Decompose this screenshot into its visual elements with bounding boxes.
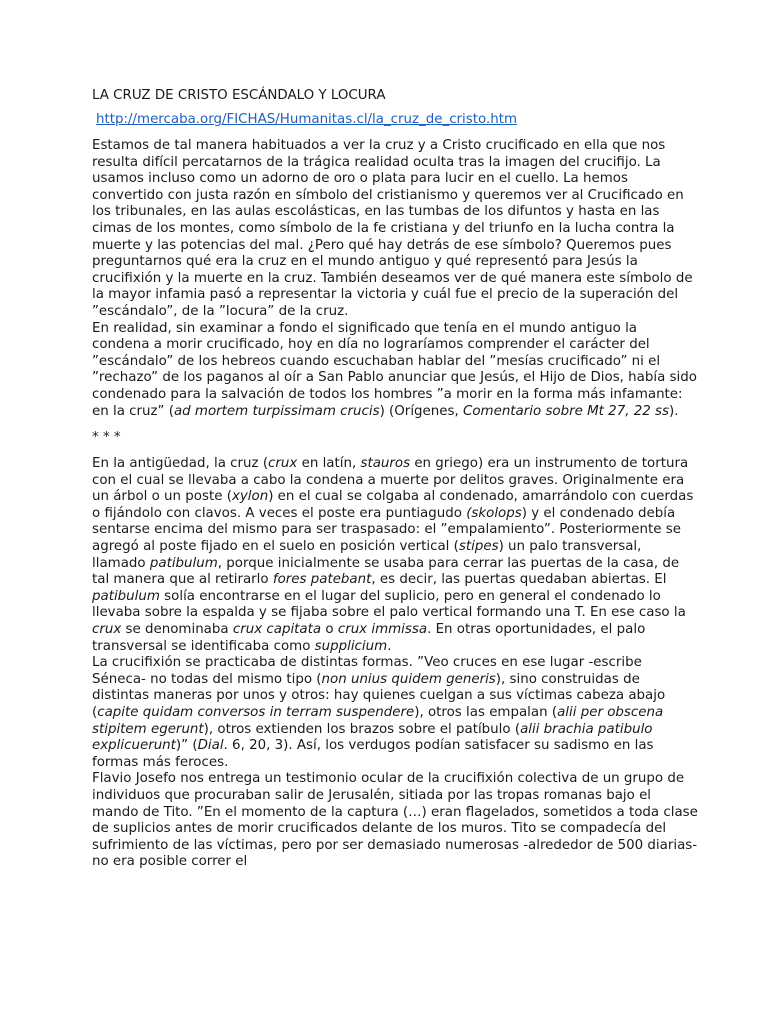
text-segment-2: en latín, bbox=[297, 456, 361, 472]
paragraph-intro bbox=[92, 138, 698, 321]
italic-term-23: supplicium bbox=[314, 638, 388, 654]
text-segment-10: . 6, 20, 3). Así, los verdugos podían satisfacer su sadismo en las formas más feroces. bbox=[92, 738, 654, 770]
paragraph-reality bbox=[92, 321, 698, 421]
text-segment-0: La crucifixión se practicaba de distintas formas. ”Veo cruces en ese lugar -escribe Séneca- no todas del mismo tipo ( bbox=[92, 655, 642, 687]
italic-term-5: xylon bbox=[231, 489, 269, 505]
paragraph-reality-end: ). bbox=[668, 403, 679, 419]
italic-term-3: capite quidam conversos in terram suspendere bbox=[97, 705, 415, 720]
source-link[interactable]: http://mercaba.org/FICHAS/Humanitas.cl/la_cruz_de_cristo.htm bbox=[96, 112, 518, 127]
paragraph-reality-cite: ) (Orígenes, bbox=[379, 403, 463, 419]
section-separator: * * * bbox=[92, 430, 121, 446]
paragraph-forms bbox=[92, 655, 698, 771]
italic-term-17: crux bbox=[92, 622, 122, 638]
text-segment-12: , porque inicialmente se usaba para cerrar las puertas de la casa, de tal manera que al retirarlo bbox=[92, 555, 680, 588]
text-segment-8: )” ( bbox=[175, 738, 198, 754]
text-segment-2: ), sino construidas de distintas maneras por unos y otros: hay quienes cuelgan a sus víctimas cabeza abajo ( bbox=[92, 671, 666, 720]
paragraph-antiquity bbox=[92, 456, 698, 655]
text-segment-4: en griego) era un instrumento de tortura con el cual se llevaba a cabo la condena a muerte por delitos graves. Originalmente era un árbol o un poste ( bbox=[92, 456, 689, 505]
italic-term-21: crux immissa bbox=[337, 622, 428, 638]
citation-title: Comentario sobre Mt 27, 22 ss bbox=[463, 403, 669, 419]
italic-term-13: fores patebant bbox=[272, 572, 372, 588]
latin-quote: ad mortem turpissimam crucis bbox=[173, 403, 380, 419]
italic-term-19: crux capitata bbox=[232, 622, 322, 638]
text-segment-0: En la antigüedad, la cruz ( bbox=[92, 456, 269, 472]
italic-term-15: patibulum bbox=[92, 588, 160, 604]
paragraph-josefo-text: Flavio Josefo nos entrega un testimonio ocular de la crucifixión colectiva de un grupo de individuos que procuraban salir de Jerusalén, sitiada por las tropas romanas bajo el mando de Tito. ”En el momento de la captura (…) eran flagelados, sometidos a toda clase de suplicios antes de morir crucificados delante de los muros. Tito se compadecía del sufrimiento de las víctimas, pero por ser demasiado numerosas -alrededor de 500 diarias- no era posible correr el bbox=[92, 771, 698, 870]
text-segment-6: ), otros extienden los brazos sobre el patíbulo ( bbox=[203, 721, 521, 737]
text-segment-14: , es decir, las puertas quedaban abiertas. El bbox=[371, 572, 667, 588]
text-segment-20: o bbox=[321, 622, 338, 638]
paragraph-reality-text: En realidad, sin examinar a fondo el significado que tenía en el mundo antiguo la condena a morir crucificado, hoy en día no lograríamos comprender el carácter del ”escándalo” de los hebreos cuando escuchaban hablar del ”mesías crucificado” ni el ”rechazo” de los paganos al oír a San Pablo anunciar que Jesús, el Hijo de Dios, había sido condenado para la salvación de todos los hombres ”a morir en la forma más infamante: en la cruz” ( bbox=[92, 320, 697, 419]
italic-term-1: crux bbox=[268, 456, 298, 472]
italic-term-5: alii per obscena stipitem egerunt bbox=[92, 705, 664, 737]
paragraph-intro-text: Estamos de tal manera habituados a ver la cruz y a Cristo crucificado en ella que nos resulta difícil percatarnos de la trágica realidad oculta tras la imagen del crucifijo. La usamos incluso como un adorno de oro o plata para lucir en el cuello. La hemos convertido con justa razón en símbolo del cristianismo y queremos ver al Crucificado en los tribunales, en las aulas escolásticas, en las tumbas de los difuntos y hasta en las cimas de los montes, como símbolo de la fe cristiana y del triunfo en la lucha contra la muerte y las potencias del mal. ¿Pero qué hay detrás de ese símbolo? Queremos pues preguntarnos qué era la cruz en el mundo antiguo y qué representó para Jesús la crucifixión y la muerte en la cruz. También deseamos ver de qué manera este símbolo de la mayor infamia pasó a representar la victoria y cuál fue el precio de la superación del ”escándalo”, de la ”locura” de la cruz. bbox=[92, 138, 693, 319]
italic-term-7: alii brachia patibulo explicuerunt bbox=[92, 721, 653, 754]
italic-term-3: stauros bbox=[360, 456, 411, 472]
italic-term-7: (skolops bbox=[466, 505, 522, 521]
italic-term-11: patibulum bbox=[149, 555, 218, 571]
text-segment-16: solía encontrarse en el lugar del suplicio, pero en general el condenado lo llevaba sobre la espalda y se fijaba sobre el palo vertical formando una T. En ese caso la bbox=[92, 588, 686, 621]
document-title: LA CRUZ DE CRISTO ESCÁNDALO Y LOCURA bbox=[92, 88, 386, 103]
italic-term-9: Dial bbox=[197, 738, 224, 754]
text-segment-10: ) un palo transversal, llamado bbox=[92, 539, 642, 571]
italic-term-1: non unius quidem generis bbox=[321, 671, 496, 687]
text-segment-24: . bbox=[387, 638, 392, 654]
text-segment-18: se denominaba bbox=[121, 622, 233, 638]
text-segment-4: ), otros las empalan ( bbox=[414, 705, 558, 720]
paragraph-josefo bbox=[92, 771, 698, 871]
text-segment-6: ) en el cual se colgaba al condenado, amarrándolo con cuerdas o fijándolo con clavos. A veces el poste era puntiagudo bbox=[92, 489, 694, 521]
text-segment-22: . En otras oportunidades, el palo transversal se identificaba como bbox=[92, 622, 646, 654]
text-segment-8: ) y el condenado debía sentarse encima del mismo para ser traspasado: el ”empalamiento”. Posteriormente se agregó al poste fijado en el suelo en posición vertical ( bbox=[92, 505, 681, 555]
italic-term-9: stipes bbox=[458, 539, 499, 555]
